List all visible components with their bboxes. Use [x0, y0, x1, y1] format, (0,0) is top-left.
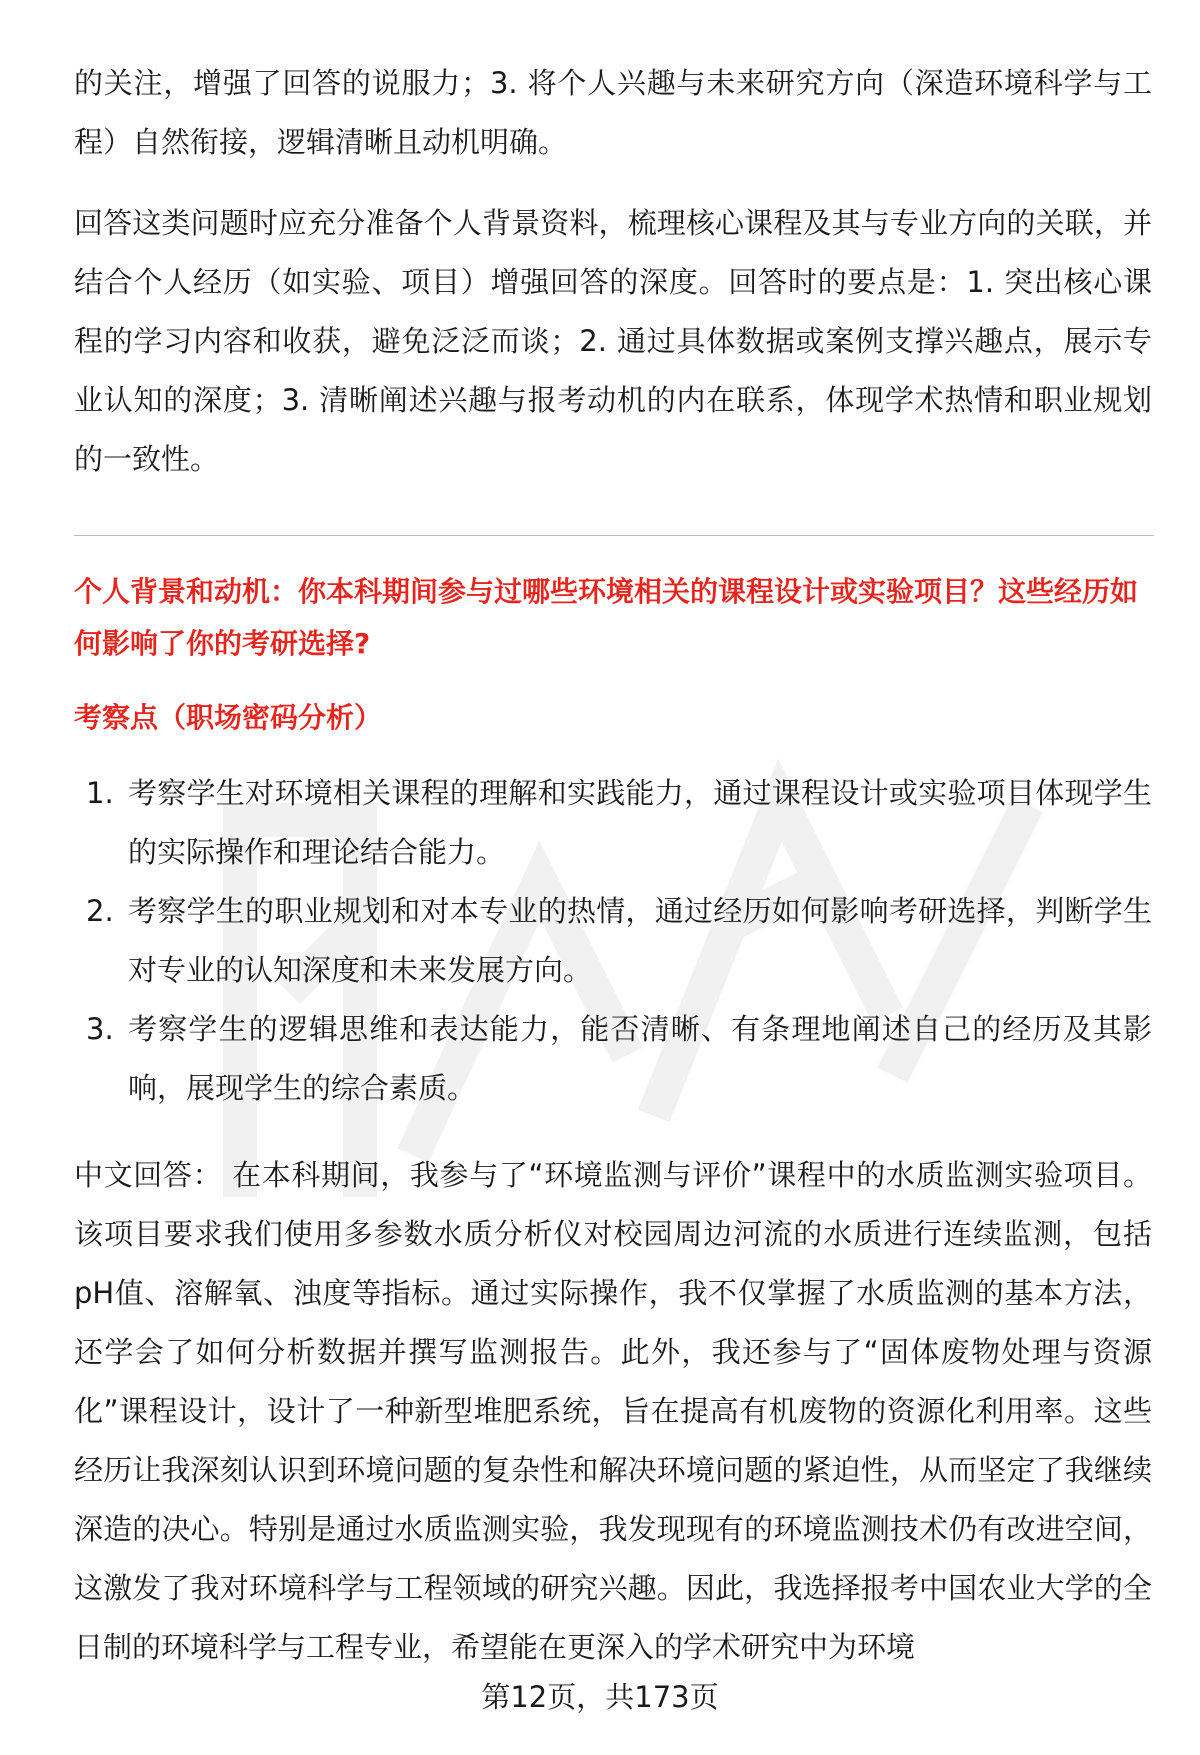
list-item-number: 2.	[86, 894, 114, 928]
list-item	[74, 1000, 1152, 1118]
paragraph-answer-tips: 回答这类问题时应充分准备个人背景资料，梳理核心课程及其与专业方向的关联，并结合个人经历（如实验、项目）增强回答的深度。回答时的要点是：1. 突出核心课程的学习内容和收获，避免泛泛而谈；2. 通过具体数据或案例支撑兴趣点，展示专业认知的深度；3. 清晰阐述兴趣与报考动机的内在联系，体现学术热情和职业规划的一致性。	[74, 206, 1152, 476]
assessment-points-list	[74, 764, 1152, 1118]
question-heading: 个人背景和动机：你本科期间参与过哪些环境相关的课程设计或实验项目？这些经历如何影响了你的考研选择?	[74, 575, 1139, 660]
list-item-text: 考察学生的职业规划和对本专业的热情，通过经历如何影响考研选择，判断学生对专业的认知深度和未来发展方向。	[128, 894, 1152, 987]
section-title: 考察点（职场密码分析）	[74, 701, 383, 734]
document-body	[74, 54, 1152, 1677]
list-item	[74, 882, 1152, 1000]
list-item	[74, 764, 1152, 882]
answer-paragraph: 中文回答： 在本科期间，我参与了“环境监测与评价”课程中的水质监测实验项目。该项目要求我们使用多参数水质分析仪对校园周边河流的水质进行连续监测，包括pH值、溶解氧、浊度等指标。通过实际操作，我不仅掌握了水质监测的基本方法，还学会了如何分析数据并撰写监测报告。此外，我还参与了“固体废物处理与资源化”课程设计，设计了一种新型堆肥系统，旨在提高有机废物的资源化利用率。这些经历让我深刻认识到环境问题的复杂性和解决环境问题的紧迫性，从而坚定了我继续深造的决心。特别是通过水质监测实验，我发现现有的环境监测技术仍有改进空间，这激发了我对环境科学与工程领域的研究兴趣。因此，我选择报考中国农业大学的全日制的环境科学与工程专业，希望能在更深入的学术研究中为环境	[74, 1158, 1152, 1664]
list-item-number: 3.	[86, 1012, 114, 1046]
list-item-number: 1.	[86, 776, 114, 810]
list-item-text: 考察学生对环境相关课程的理解和实践能力，通过课程设计或实验项目体现学生的实际操作和理论结合能力。	[128, 776, 1152, 869]
section-divider	[74, 535, 1154, 536]
list-item-text: 考察学生的逻辑思维和表达能力，能否清晰、有条理地阐述自己的经历及其影响，展现学生的综合素质。	[128, 1012, 1152, 1105]
paragraph-continued: 的关注，增强了回答的说服力；3. 将个人兴趣与未来研究方向（深造环境科学与工程）自然衔接，逻辑清晰且动机明确。	[74, 66, 1152, 159]
page-number-footer: 第12页，共173页	[481, 1680, 719, 1714]
